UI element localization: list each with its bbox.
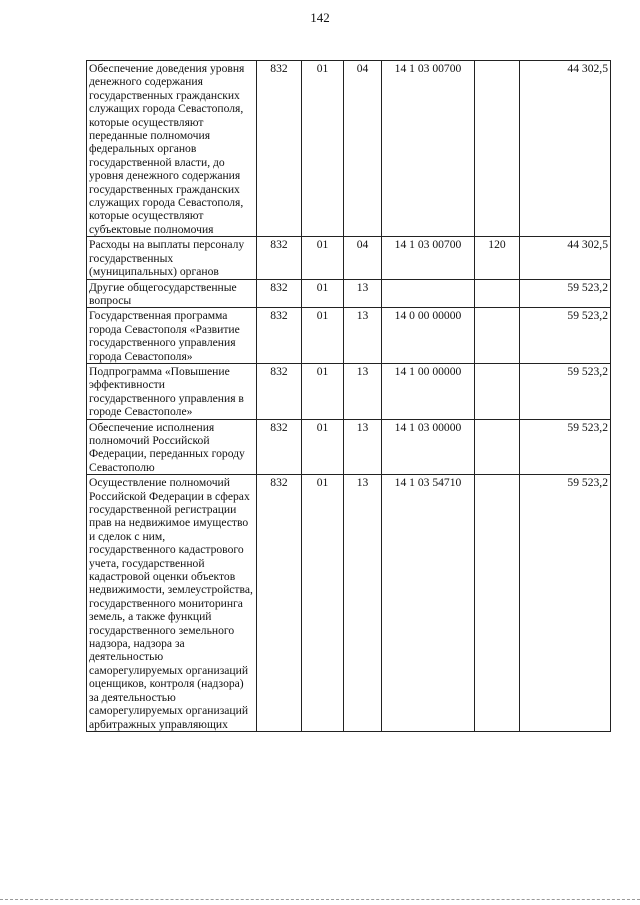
row-subsection-code: 13: [344, 475, 382, 732]
row-ministry-code: 832: [257, 363, 302, 419]
row-amount: 59 523,2: [520, 308, 611, 364]
row-section-code: 01: [302, 475, 344, 732]
table-row: [87, 363, 611, 419]
row-ministry-code: 832: [257, 475, 302, 732]
row-ministry-code: 832: [257, 237, 302, 279]
row-amount: 59 523,2: [520, 475, 611, 732]
row-target-code: [382, 279, 475, 308]
row-section-code: 01: [302, 61, 344, 237]
row-expense-type: [475, 475, 520, 732]
row-target-code: 14 0 00 00000: [382, 308, 475, 364]
row-target-code: 14 1 03 00700: [382, 237, 475, 279]
row-expense-type: [475, 419, 520, 475]
row-expense-type: [475, 61, 520, 237]
row-expense-type: [475, 308, 520, 364]
row-section-code: 01: [302, 279, 344, 308]
table-row: [87, 419, 611, 475]
row-name: Подпрограмма «Повышение эффективности государственного управления в городе Севастополе»: [87, 363, 257, 419]
row-section-code: 01: [302, 363, 344, 419]
row-section-code: 01: [302, 419, 344, 475]
row-target-code: 14 1 03 54710: [382, 475, 475, 732]
table-row: [87, 308, 611, 364]
row-name: Осуществление полномочий Российской Федерации в сферах государственной регистрации прав на недвижимое имущество и сделок с ним, государственного кадастрового учета, государственной кадастровой оценки объектов недвижимости, землеустройства, государственного мониторинга земель, а также функций государственного земельного надзора, надзора за деятельностью саморегулируемых организаций оценщиков, контроля (надзора) за деятельностью саморегулируемых организаций арбитражных управляющих: [87, 475, 257, 732]
row-target-code: 14 1 03 00700: [382, 61, 475, 237]
row-ministry-code: 832: [257, 308, 302, 364]
row-target-code: 14 1 00 00000: [382, 363, 475, 419]
row-amount: 59 523,2: [520, 419, 611, 475]
row-subsection-code: 13: [344, 363, 382, 419]
row-subsection-code: 13: [344, 308, 382, 364]
row-target-code: 14 1 03 00000: [382, 419, 475, 475]
row-ministry-code: 832: [257, 279, 302, 308]
row-ministry-code: 832: [257, 419, 302, 475]
row-subsection-code: 04: [344, 237, 382, 279]
table-row: [87, 237, 611, 279]
page-number: 142: [310, 10, 330, 25]
row-amount: 59 523,2: [520, 279, 611, 308]
table-row: [87, 279, 611, 308]
row-section-code: 01: [302, 308, 344, 364]
row-amount: 44 302,5: [520, 61, 611, 237]
table-row: [87, 61, 611, 237]
row-amount: 59 523,2: [520, 363, 611, 419]
row-subsection-code: 04: [344, 61, 382, 237]
row-expense-type: 120: [475, 237, 520, 279]
row-name: Обеспечение исполнения полномочий Российской Федерации, переданных городу Севастополю: [87, 419, 257, 475]
row-name: Другие общегосударственные вопросы: [87, 279, 257, 308]
table-row: [87, 475, 611, 732]
footer-divider: [0, 899, 640, 900]
row-subsection-code: 13: [344, 279, 382, 308]
budget-table: [86, 60, 611, 732]
row-expense-type: [475, 363, 520, 419]
row-ministry-code: 832: [257, 61, 302, 237]
row-name: Государственная программа города Севастополя «Развитие государственного управления города Севастополя»: [87, 308, 257, 364]
row-name: Обеспечение доведения уровня денежного содержания государственных гражданских служащих города Севастополя, которые осуществляют переданные полномочия федеральных органов государственной власти, до уровня денежного содержания государственных гражданских служащих города Севастополя, которые осуществляют субъектовые полномочия: [87, 61, 257, 237]
row-expense-type: [475, 279, 520, 308]
row-subsection-code: 13: [344, 419, 382, 475]
row-amount: 44 302,5: [520, 237, 611, 279]
row-section-code: 01: [302, 237, 344, 279]
row-name: Расходы на выплаты персоналу государственных (муниципальных) органов: [87, 237, 257, 279]
